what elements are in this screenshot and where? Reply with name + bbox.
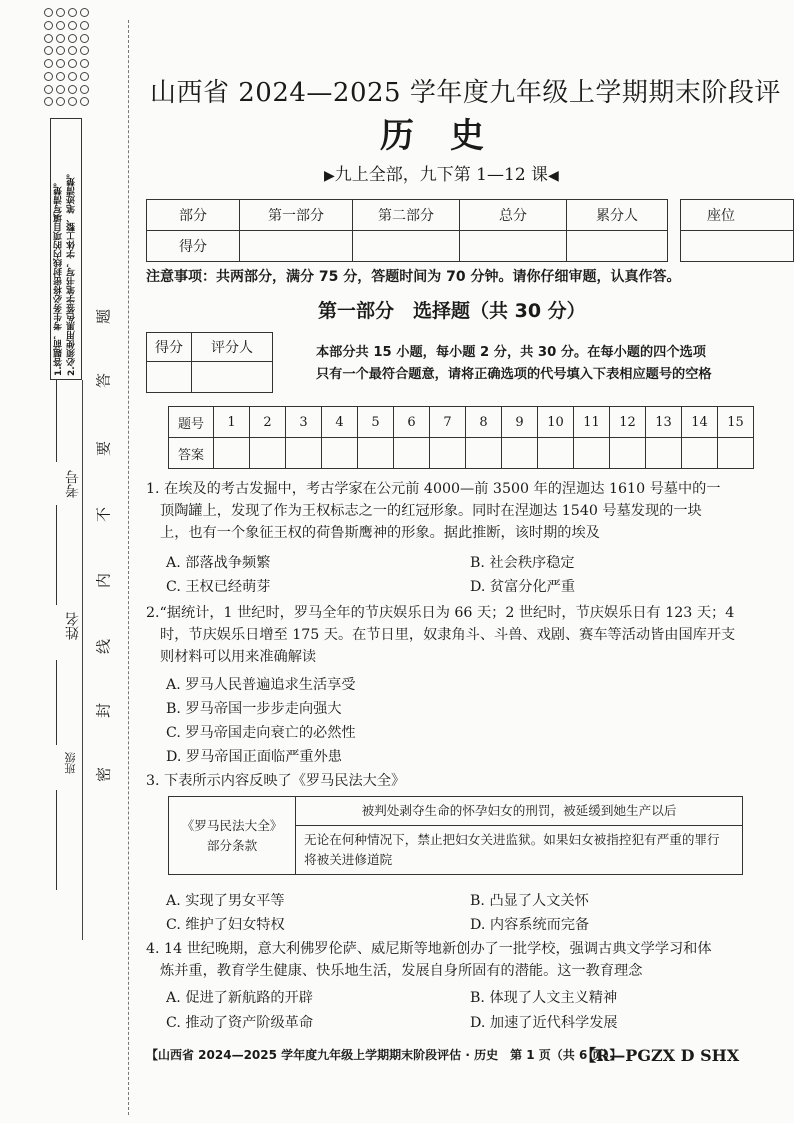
grader-header-grader: 评分人 [192,333,273,362]
answer-input-cell[interactable] [322,438,358,469]
binding-ring-icon [68,46,77,55]
answer-input-cell[interactable] [358,438,394,469]
answer-input-cell[interactable] [430,438,466,469]
grader-table [146,332,273,393]
question-3-line-1: 3. 下表所示内容反映了《罗马民法大全》 [146,773,406,789]
question-4 [146,938,712,982]
binding-ring-icon [44,34,53,43]
answer-input-cell[interactable] [610,438,646,469]
score-header-part: 部分 [147,200,240,231]
seal-char-5: 内 [94,573,113,589]
q1-option-d[interactable]: D. 贫富分化严重 [470,579,576,595]
seal-char-6: 线 [94,639,113,655]
seat-cell[interactable] [681,231,794,262]
question-2-line-1: 2.“据统计，1 世纪时，罗马全年的节庆娱乐日为 66 天；2 世纪时，节庆娱乐日有 123 天；4 [146,605,735,621]
exam-number-line[interactable] [56,380,58,462]
name-line[interactable] [56,505,58,605]
q4-option-b[interactable]: B. 体现了人文主义精神 [470,990,618,1006]
q2-option-a[interactable]: A. 罗马人民普遍追求生活享受 [166,677,356,693]
q1-option-b[interactable]: B. 社会秩序稳定 [470,555,575,571]
seal-char-8: 密 [94,767,113,783]
q3-table-row-2 [296,826,743,875]
class-label: 班级 [64,752,77,774]
q3-table-row-2-line-1: 无论在何种情况下，禁止把妇女关进监狱。如果妇女被指控犯有严重的罪行 [304,832,720,847]
score-cell-part2[interactable] [353,231,460,262]
seal-char-4: 不 [94,507,113,523]
answer-input-cell[interactable] [538,438,574,469]
q4-option-c[interactable]: C. 推动了资产阶级革命 [166,1015,314,1031]
binding-ring-icon [68,97,77,106]
score-row-label: 得分 [147,231,240,262]
binding-ring-icon [56,97,65,106]
answer-row-label-answer: 答案 [169,438,214,469]
exam-number-label: 考号 [65,470,81,498]
answer-input-cell[interactable] [250,438,286,469]
binding-ring-icon [68,72,77,81]
scope-text: 九上全部，九下第 1—12 课 [334,165,549,185]
q3-option-c[interactable]: C. 维护了妇女特权 [166,917,285,933]
answer-input-cell[interactable] [718,438,754,469]
q2-option-b[interactable]: B. 罗马帝国一步步走向强大 [166,701,342,717]
binding-ring-icon [68,59,77,68]
question-4-line-2: 炼并重，教育学生健康、快乐地生活，发展自身所固有的潜能。这一教育理念 [160,963,643,979]
score-cell-total[interactable] [460,231,567,262]
school-line[interactable] [56,790,58,890]
binding-ring-icon [44,97,53,106]
exam-title: 山西省 2024—2025 学年度九年级上学期期末阶段评 [150,78,781,108]
q3-table-left-line-1: 《罗马民法大全》 [181,817,283,833]
answer-number-cell: 12 [610,407,646,438]
question-1-line-2: 顶陶罐上，发现了作为王权标志之一的红冠形象。同时在涅迦达 1540 号墓发现的一块 [160,503,702,519]
grader-header-score: 得分 [147,333,192,362]
instruction-line-1: 本部分共 15 小题，每小题 2 分，共 30 分。在每小题的四个选项 [316,345,706,360]
binding-rings [44,8,92,108]
q3-table [168,796,743,875]
binding-ring-icon [68,85,77,94]
answer-input-cell[interactable] [286,438,322,469]
page-footer: 【山西省 2024—2025 学年度九年级上学期期末阶段评估 · 历史 第 1 页（共 6 页）】 [146,1048,622,1062]
answer-number-cell: 3 [286,407,322,438]
score-header-total: 总分 [460,200,567,231]
answer-number-cell: 8 [466,407,502,438]
grader-cell-grader[interactable] [192,362,273,393]
answer-input-cell[interactable] [682,438,718,469]
binding-ring-icon [44,8,53,17]
score-cell-part1[interactable] [240,231,353,262]
answer-number-cell: 5 [358,407,394,438]
margin-notice-line-1: 1.答题前，考生务必将密封线内的项目填写清楚。 [54,177,64,376]
answer-number-cell: 2 [250,407,286,438]
answer-number-cell: 4 [322,407,358,438]
answer-number-cell: 6 [394,407,430,438]
question-2 [146,602,735,668]
binding-ring-icon [44,21,53,30]
instruction-line-2: 只有一个最符合题意，请将正确选项的代号填入下表相应题号的空格 [316,367,712,382]
question-3 [146,770,405,792]
binding-ring-icon [56,72,65,81]
answer-number-cell: 1 [214,407,250,438]
score-header-part1: 第一部分 [240,200,353,231]
score-cell-accumulator[interactable] [567,231,668,262]
q1-option-c[interactable]: C. 王权已经萌芽 [166,579,271,595]
binding-ring-icon [56,85,65,94]
answer-number-cell: 10 [538,407,574,438]
class-line[interactable] [56,660,58,745]
binding-ring-icon [80,8,89,17]
seat-table [680,199,794,262]
q2-option-d[interactable]: D. 罗马帝国正面临严重外患 [166,749,342,765]
answer-number-cell: 15 [718,407,754,438]
seat-label: 座位 [681,200,794,231]
binding-ring-icon [80,21,89,30]
score-table [146,199,668,262]
binding-ring-icon [56,46,65,55]
q4-option-a[interactable]: A. 促进了新航路的开辟 [166,990,313,1006]
binding-ring-icon [68,34,77,43]
question-4-line-1: 4. 14 世纪晚期，意大利佛罗伦萨、威尼斯等地新创办了一批学校，强调古典文学学习和体 [146,941,712,957]
binding-ring-icon [44,59,53,68]
q2-option-c[interactable]: C. 罗马帝国走向衰亡的必然性 [166,725,356,741]
answer-table [168,406,754,469]
binding-ring-icon [80,59,89,68]
seal-dashed-line [128,20,129,1115]
margin-divider [82,380,84,940]
binding-ring-icon [56,59,65,68]
binding-ring-icon [80,34,89,43]
binding-ring-icon [80,72,89,81]
binding-ring-icon [68,21,77,30]
q3-table-left-line-2: 部分条款 [206,837,258,853]
right-triangle-icon: ▶ [324,168,335,184]
q4-option-d[interactable]: D. 加速了近代科学发展 [470,1015,618,1031]
answer-row-label-number: 题号 [169,407,214,438]
q3-table-row-2-line-2: 将被关进修道院 [304,852,393,867]
left-triangle-icon: ◀ [548,168,559,184]
question-1-line-1: 1. 在埃及的考古发掘中，考古学家在公元前 4000—前 3500 年的涅迦达 1610 号墓中的一 [146,481,721,497]
margin-notice-box [50,118,82,380]
grader-cell-score[interactable] [147,362,192,393]
binding-ring-icon [56,21,65,30]
seal-char-2: 答 [94,373,113,389]
answer-input-cell[interactable] [466,438,502,469]
answer-number-cell: 7 [430,407,466,438]
part1-title: 第一部分 选择题（共 30 分） [318,300,586,322]
question-1 [146,478,721,544]
q1-option-a[interactable]: A. 部落战争频繁 [166,555,271,571]
seal-char-7: 封 [94,703,113,719]
answer-input-cell[interactable] [646,438,682,469]
answer-input-cell[interactable] [574,438,610,469]
binding-ring-icon [56,34,65,43]
answer-input-cell[interactable] [214,438,250,469]
q3-option-b[interactable]: B. 凸显了人文关怀 [470,893,589,909]
binding-ring-icon [44,46,53,55]
score-header-accumulator: 累分人 [567,200,668,231]
exam-notice: 注意事项：共两部分，满分 75 分，答题时间为 70 分钟。请你仔细审题，认真作答。 [146,269,681,285]
seal-char-3: 要 [94,441,113,457]
binding-ring-icon [68,8,77,17]
answer-number-cell: 9 [502,407,538,438]
question-2-line-3: 则材料可以用来准确解读 [160,649,317,665]
score-header-part2: 第二部分 [353,200,460,231]
q3-option-d[interactable]: D. 内容系统而完备 [470,917,590,933]
binding-ring-icon [44,85,53,94]
subject-title: 历史 [380,116,520,156]
q3-option-a[interactable]: A. 实现了男女平等 [166,893,285,909]
part1-instructions [316,342,740,386]
scope-line [324,160,559,185]
name-label: 姓名 [65,612,81,640]
answer-number-cell: 11 [574,407,610,438]
seal-char-1: 题 [94,309,113,325]
answer-number-cell: 14 [682,407,718,438]
binding-ring-icon [80,85,89,94]
question-2-line-2: 时，节庆娱乐日增至 175 天。在节日里，奴隶角斗、斗兽、戏剧、赛车等活动皆由国库开支 [160,627,736,643]
answer-input-cell[interactable] [394,438,430,469]
paper-code: 【R—PGZX D SHX [580,1046,740,1065]
binding-ring-icon [44,72,53,81]
q3-table-row-1: 被判处剥夺生命的怀孕妇女的刑罚，被延缓到她生产以后 [296,797,743,826]
margin-notice-line-2: 2.必须使用黑色签字笔书写，字体工整、笔迹清楚。 [67,168,77,376]
binding-ring-icon [56,8,65,17]
binding-ring-icon [80,46,89,55]
question-1-line-3: 上，也有一个象征王权的荷鲁斯鹰神的形象。据此推断，该时期的埃及 [160,525,600,541]
q3-table-left [169,797,296,875]
answer-number-cell: 13 [646,407,682,438]
binding-ring-icon [80,97,89,106]
answer-input-cell[interactable] [502,438,538,469]
